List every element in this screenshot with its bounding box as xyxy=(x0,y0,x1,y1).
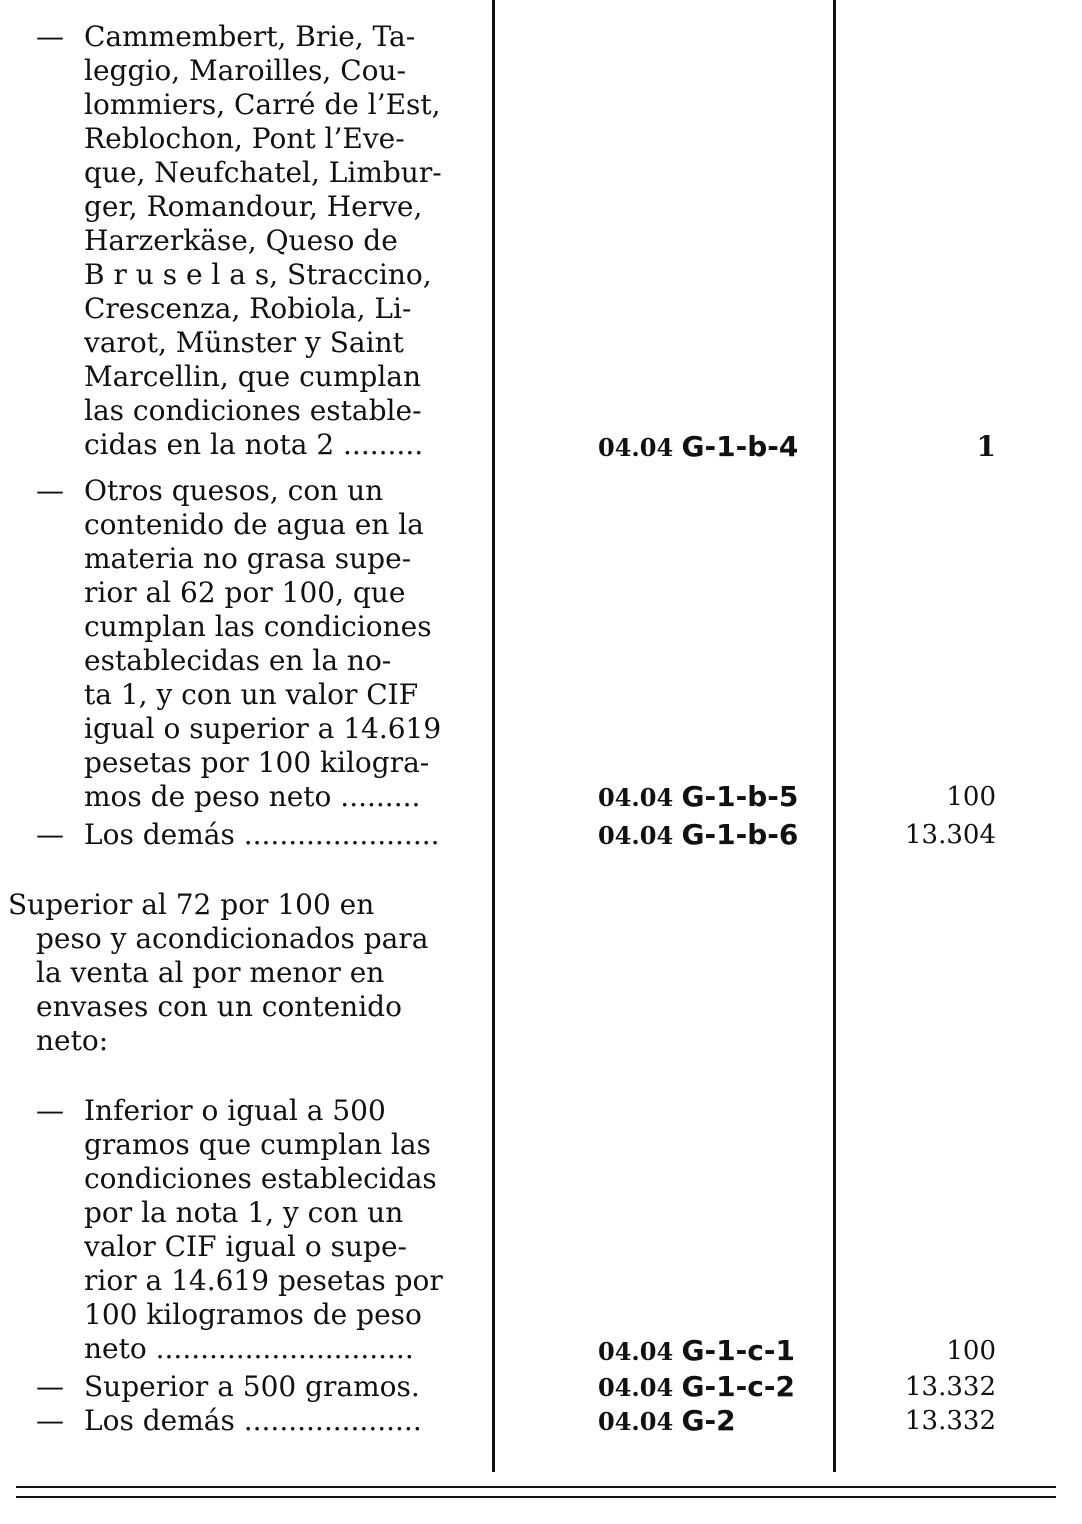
duty-value: 13.304 xyxy=(905,820,996,850)
text-line: neto ............................. xyxy=(84,1332,414,1365)
code-prefix: 04.04 xyxy=(598,1373,674,1402)
text-line: Los demás .................... xyxy=(84,1404,422,1437)
tariff-code xyxy=(598,1404,736,1439)
code-prefix: 04.04 xyxy=(598,1337,674,1366)
column-divider-left xyxy=(492,0,495,1472)
text-line: cidas en la nota 2 ......... xyxy=(84,428,424,461)
code-suffix: G-1-c-2 xyxy=(681,1370,795,1403)
text-line: por la nota 1, y con un xyxy=(84,1196,404,1229)
text-line: Superior a 500 gramos. xyxy=(84,1370,420,1403)
text-line: establecidas en la no- xyxy=(84,644,392,677)
dash-marker: — xyxy=(36,20,64,53)
code-prefix: 04.04 xyxy=(598,783,674,812)
dash-marker: — xyxy=(36,1094,64,1127)
description-text xyxy=(84,1404,480,1438)
text-line: Reblochon, Pont l’Eve- xyxy=(84,122,405,155)
text-line: Otros quesos, con un xyxy=(84,474,384,507)
dash-marker: — xyxy=(36,1404,64,1437)
tariff-code xyxy=(598,818,798,853)
text-line: neto: xyxy=(36,1024,109,1057)
text-line: 100 kilogramos de peso xyxy=(84,1298,422,1331)
text-line: B r u s e l a s, Straccino, xyxy=(84,258,432,291)
text-line: leggio, Maroilles, Cou- xyxy=(84,54,406,87)
text-line: Cammembert, Brie, Ta- xyxy=(84,20,416,53)
code-suffix: G-1-b-4 xyxy=(681,430,799,463)
tariff-code xyxy=(598,430,798,465)
text-line: la venta al por menor en xyxy=(36,956,385,989)
tariff-code xyxy=(598,780,798,815)
text-line: cumplan las condiciones xyxy=(84,610,432,643)
text-line: valor CIF igual o supe- xyxy=(84,1230,407,1263)
text-line: ger, Romandour, Herve, xyxy=(84,190,423,223)
text-line: Crescenza, Robiola, Li- xyxy=(84,292,412,325)
text-line: varot, Münster y Saint xyxy=(84,326,404,359)
text-line: igual o superior a 14.619 xyxy=(84,712,442,745)
text-line: peso y acondicionados para xyxy=(36,922,429,955)
tariff-code xyxy=(598,1334,795,1369)
code-suffix: G-1-c-1 xyxy=(681,1334,795,1367)
duty-value: 13.332 xyxy=(905,1406,996,1436)
text-line: que, Neufchatel, Limbur- xyxy=(84,156,442,189)
text-line: gramos que cumplan las xyxy=(84,1128,431,1161)
text-line: Superior al 72 por 100 en xyxy=(8,888,375,921)
text-line: Inferior o igual a 500 xyxy=(84,1094,386,1127)
description-text xyxy=(84,474,480,814)
table-bottom-rule xyxy=(16,1486,1056,1488)
description-text xyxy=(84,818,480,852)
text-line: contenido de agua en la xyxy=(84,508,424,541)
text-line: rior a 14.619 pesetas por xyxy=(84,1264,443,1297)
table-bottom-rule-double xyxy=(16,1496,1056,1498)
code-prefix: 04.04 xyxy=(598,433,674,462)
code-suffix: G-1-b-5 xyxy=(681,780,799,813)
duty-value: 100 xyxy=(946,1336,996,1366)
duty-value: 100 xyxy=(946,782,996,812)
heading-text xyxy=(8,888,480,1058)
description-text xyxy=(84,20,480,462)
text-line: materia no grasa supe- xyxy=(84,542,412,575)
text-line: Marcellin, que cumplan xyxy=(84,360,421,393)
column-divider-right xyxy=(833,0,836,1472)
duty-value: 1 xyxy=(976,430,996,463)
tariff-code xyxy=(598,1370,795,1405)
text-line: pesetas por 100 kilogra- xyxy=(84,746,430,779)
dash-marker: — xyxy=(36,474,64,507)
text-line: ta 1, y con un valor CIF xyxy=(84,678,419,711)
text-line: las condiciones estable- xyxy=(84,394,422,427)
text-line: rior al 62 por 100, que xyxy=(84,576,406,609)
text-line: envases con un contenido xyxy=(36,990,402,1023)
code-suffix: G-2 xyxy=(681,1404,736,1437)
code-prefix: 04.04 xyxy=(598,1407,674,1436)
dash-marker: — xyxy=(36,818,64,851)
dash-marker: — xyxy=(36,1370,64,1403)
text-line: Harzerkäse, Queso de xyxy=(84,224,398,257)
text-line: Los demás ...................... xyxy=(84,818,440,851)
text-line: mos de peso neto ......... xyxy=(84,780,421,813)
duty-value: 13.332 xyxy=(905,1372,996,1402)
text-line: condiciones establecidas xyxy=(84,1162,437,1195)
code-prefix: 04.04 xyxy=(598,821,674,850)
code-suffix: G-1-b-6 xyxy=(681,818,799,851)
description-text xyxy=(84,1094,480,1366)
description-text xyxy=(84,1370,480,1404)
text-line: lommiers, Carré de l’Est, xyxy=(84,88,441,121)
